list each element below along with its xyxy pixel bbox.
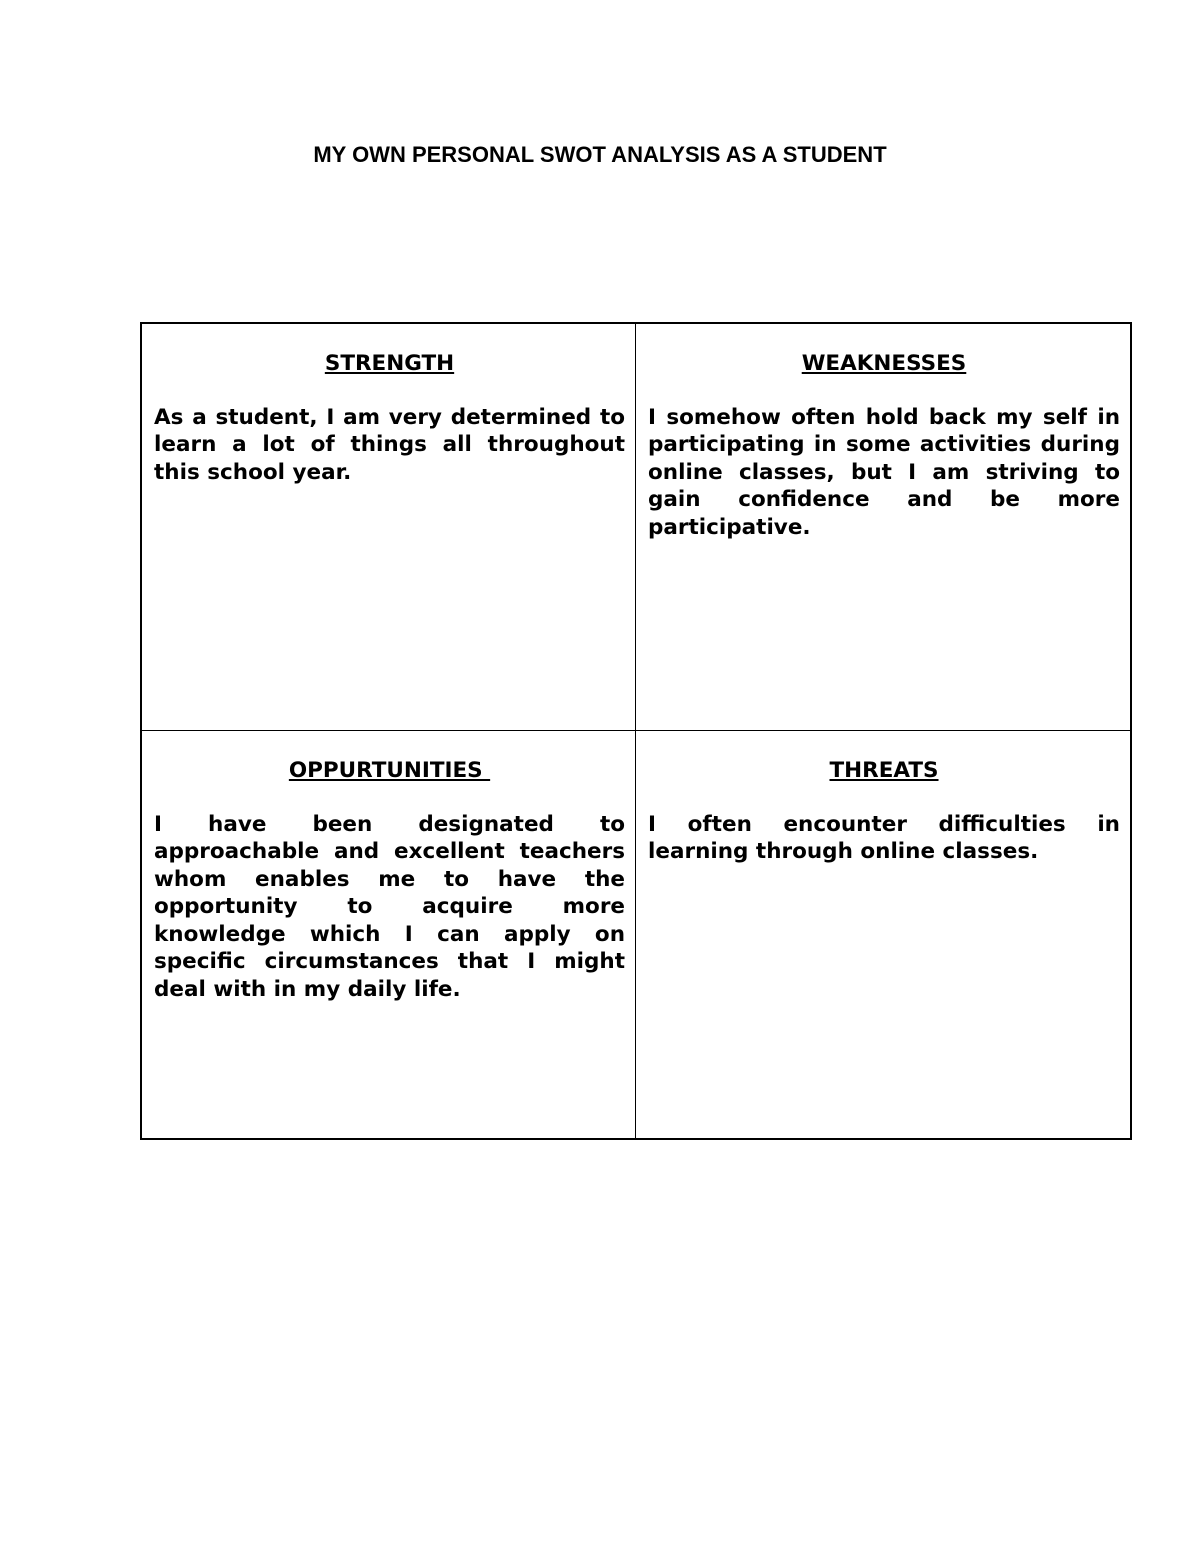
threats-text: I often encounter difficulties in learning through online classes. [648, 811, 1120, 864]
weaknesses-text: I somehow often hold back my self in participating in some activities during online classes, but I am striving to gain confidence and be more participative. [648, 404, 1120, 540]
opportunities-heading: OPPURTUNITIES [288, 758, 491, 783]
threats-cell [636, 731, 1130, 1138]
swot-table [140, 322, 1132, 1140]
opportunities-cell [142, 731, 636, 1138]
weaknesses-heading: WEAKNESSES [801, 351, 967, 376]
strength-cell [142, 324, 636, 731]
threats-heading: THREATS [829, 758, 939, 783]
strength-text: As a student, I am very determined to learn a lot of things all throughout this school year. [154, 404, 625, 485]
weaknesses-cell [636, 324, 1130, 731]
strength-heading: STRENGTH [324, 351, 455, 376]
page-title: MY OWN PERSONAL SWOT ANALYSIS AS A STUDENT [313, 142, 887, 167]
opportunities-text: I have been designated to approachable and excellent teachers whom enables me to have the opportunity to acquire more knowledge which I can apply on specific circumstances that I might deal with in my daily life. [154, 811, 625, 1002]
